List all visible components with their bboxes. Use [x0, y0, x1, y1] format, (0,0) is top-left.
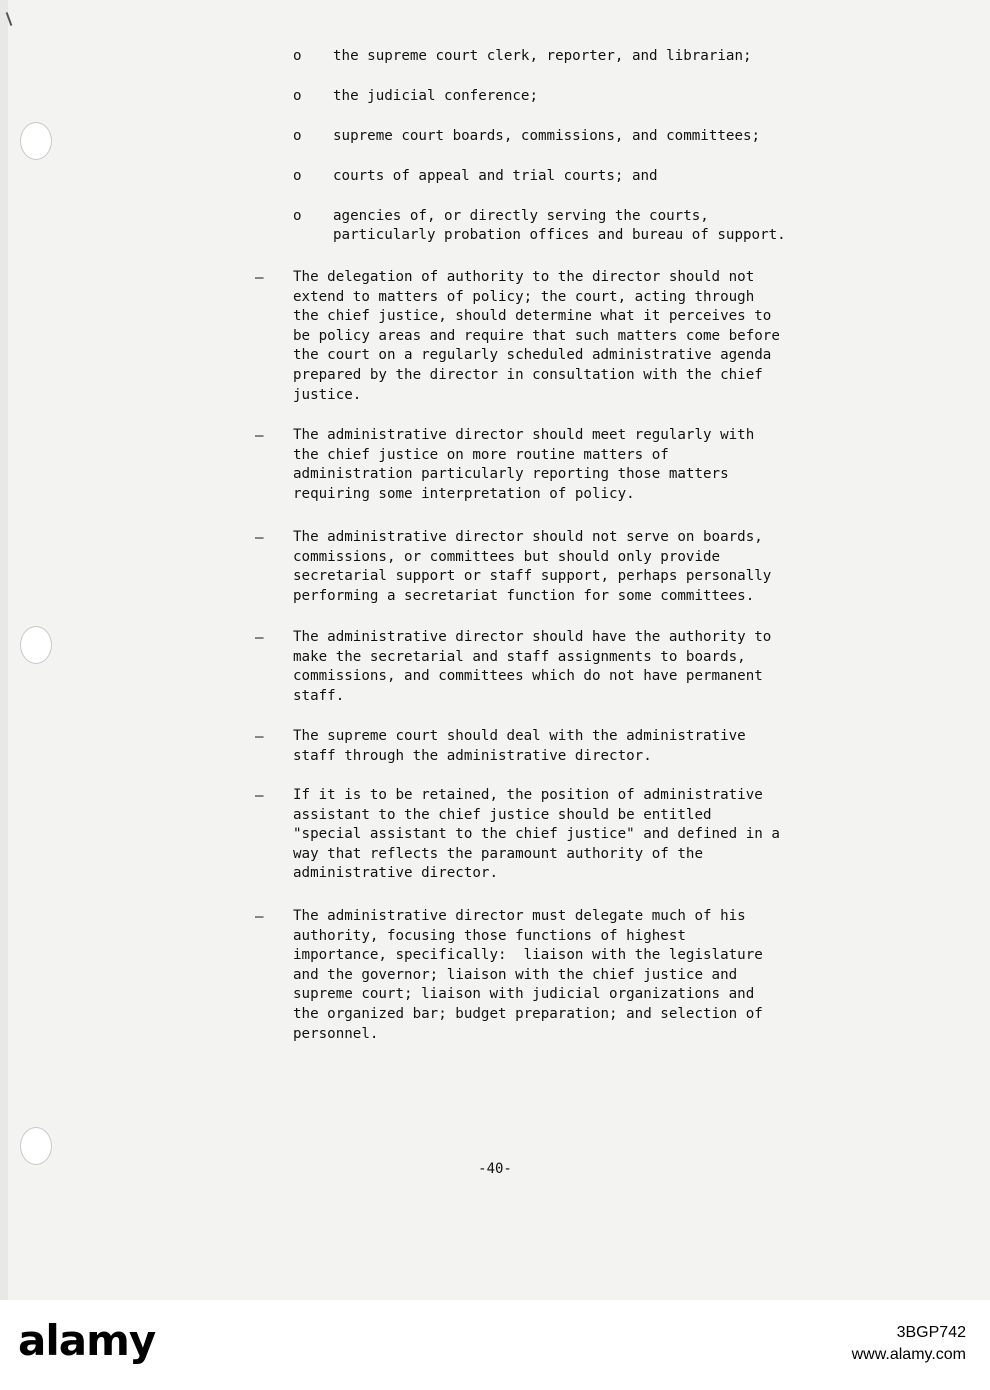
dash-line: personnel.	[293, 1025, 379, 1042]
dash-line: staff through the administrative director.	[293, 747, 652, 764]
dash-line: secretarial support or staff support, perhaps personally	[293, 568, 772, 585]
dash-line: extend to matters of policy; the court, acting through	[293, 288, 755, 305]
dash-line: way that reflects the paramount authority of the	[293, 845, 703, 862]
dash-line: prepared by the director in consultation with the chief	[293, 367, 763, 383]
dash-line: administrative director.	[293, 865, 498, 882]
bullet-line: supreme court boards, commissions, and committees;	[333, 128, 761, 144]
dash-line: be policy areas and require that such matters come before	[293, 327, 780, 344]
dash-line: importance, specifically: liaison with the legislature	[293, 947, 763, 964]
dash-marker-icon: –	[255, 630, 264, 646]
dash-line: The supreme court should deal with the administrative	[293, 728, 746, 744]
dash-line: commissions, and committees which do not have permanent	[293, 668, 763, 685]
punch-hole-icon	[20, 626, 52, 664]
dash-line: The administrative director should not serve on boards,	[293, 529, 763, 545]
dash-line: the court on a regularly scheduled administrative agenda	[293, 347, 772, 364]
dash-marker-icon: –	[255, 788, 264, 804]
dash-marker-icon: –	[255, 428, 264, 444]
dash-line: and the governor; liaison with the chief justice and	[293, 966, 738, 983]
page-edge	[0, 0, 8, 1300]
dash-line: supreme court; liaison with judicial organizations and	[293, 986, 755, 1003]
dash-line: If it is to be retained, the position of administrative	[293, 787, 763, 803]
dash-marker-icon: –	[255, 530, 264, 546]
dash-line: administration particularly reporting those matters	[293, 466, 729, 483]
dash-marker-icon: –	[255, 909, 264, 925]
dash-line: The administrative director should have the authority to	[293, 629, 772, 645]
bullet-marker-icon: o	[293, 208, 302, 224]
dash-marker-icon: –	[255, 729, 264, 745]
bullet-marker-icon: o	[293, 88, 302, 104]
bullet-line: agencies of, or directly serving the courts,	[333, 208, 709, 224]
dash-line: performing a secretariat function for some committees.	[293, 587, 755, 604]
image-credit	[852, 1322, 966, 1366]
dash-line: assistant to the chief justice should be entitled	[293, 806, 712, 823]
punch-hole-icon	[20, 1127, 52, 1165]
dash-line: the organized bar; budget preparation; and selection of	[293, 1006, 763, 1022]
dash-line: authority, focusing those functions of highest	[293, 927, 686, 944]
dash-line: The administrative director should meet regularly with	[293, 427, 755, 443]
dash-marker-icon: –	[255, 270, 264, 286]
image-id: 3BGP742	[896, 1324, 966, 1341]
dash-line: "special assistant to the chief justice" and defined in a	[293, 826, 780, 843]
dash-line: commissions, or committees but should only provide	[293, 548, 721, 565]
bullet-line: courts of appeal and trial courts; and	[333, 168, 658, 184]
dash-line: the chief justice, should determine what it perceives to	[293, 308, 772, 325]
bullet-line: the supreme court clerk, reporter, and librarian;	[333, 48, 752, 64]
site-url: www.alamy.com	[851, 1346, 966, 1363]
dash-line: The administrative director must delegate much of his	[293, 908, 746, 924]
dash-line: make the secretarial and staff assignments to boards,	[293, 648, 746, 665]
dash-line: the chief justice on more routine matters of	[293, 446, 669, 463]
punch-hole-icon	[20, 122, 52, 160]
stock-footer	[0, 1300, 990, 1390]
bullet-line: the judicial conference;	[333, 88, 538, 104]
dash-line: The delegation of authority to the director should not	[293, 269, 755, 285]
page-number: -40-	[478, 1161, 512, 1177]
bullet-marker-icon: o	[293, 48, 302, 64]
dash-line: justice.	[293, 386, 362, 403]
bullet-line: particularly probation offices and bureau of support.	[333, 227, 786, 244]
dash-line: requiring some interpretation of policy.	[293, 485, 635, 502]
dash-line: staff.	[293, 687, 345, 704]
bullet-marker-icon: o	[293, 128, 302, 144]
bullet-marker-icon: o	[293, 168, 302, 184]
brand-logo: alamy	[18, 1316, 156, 1365]
